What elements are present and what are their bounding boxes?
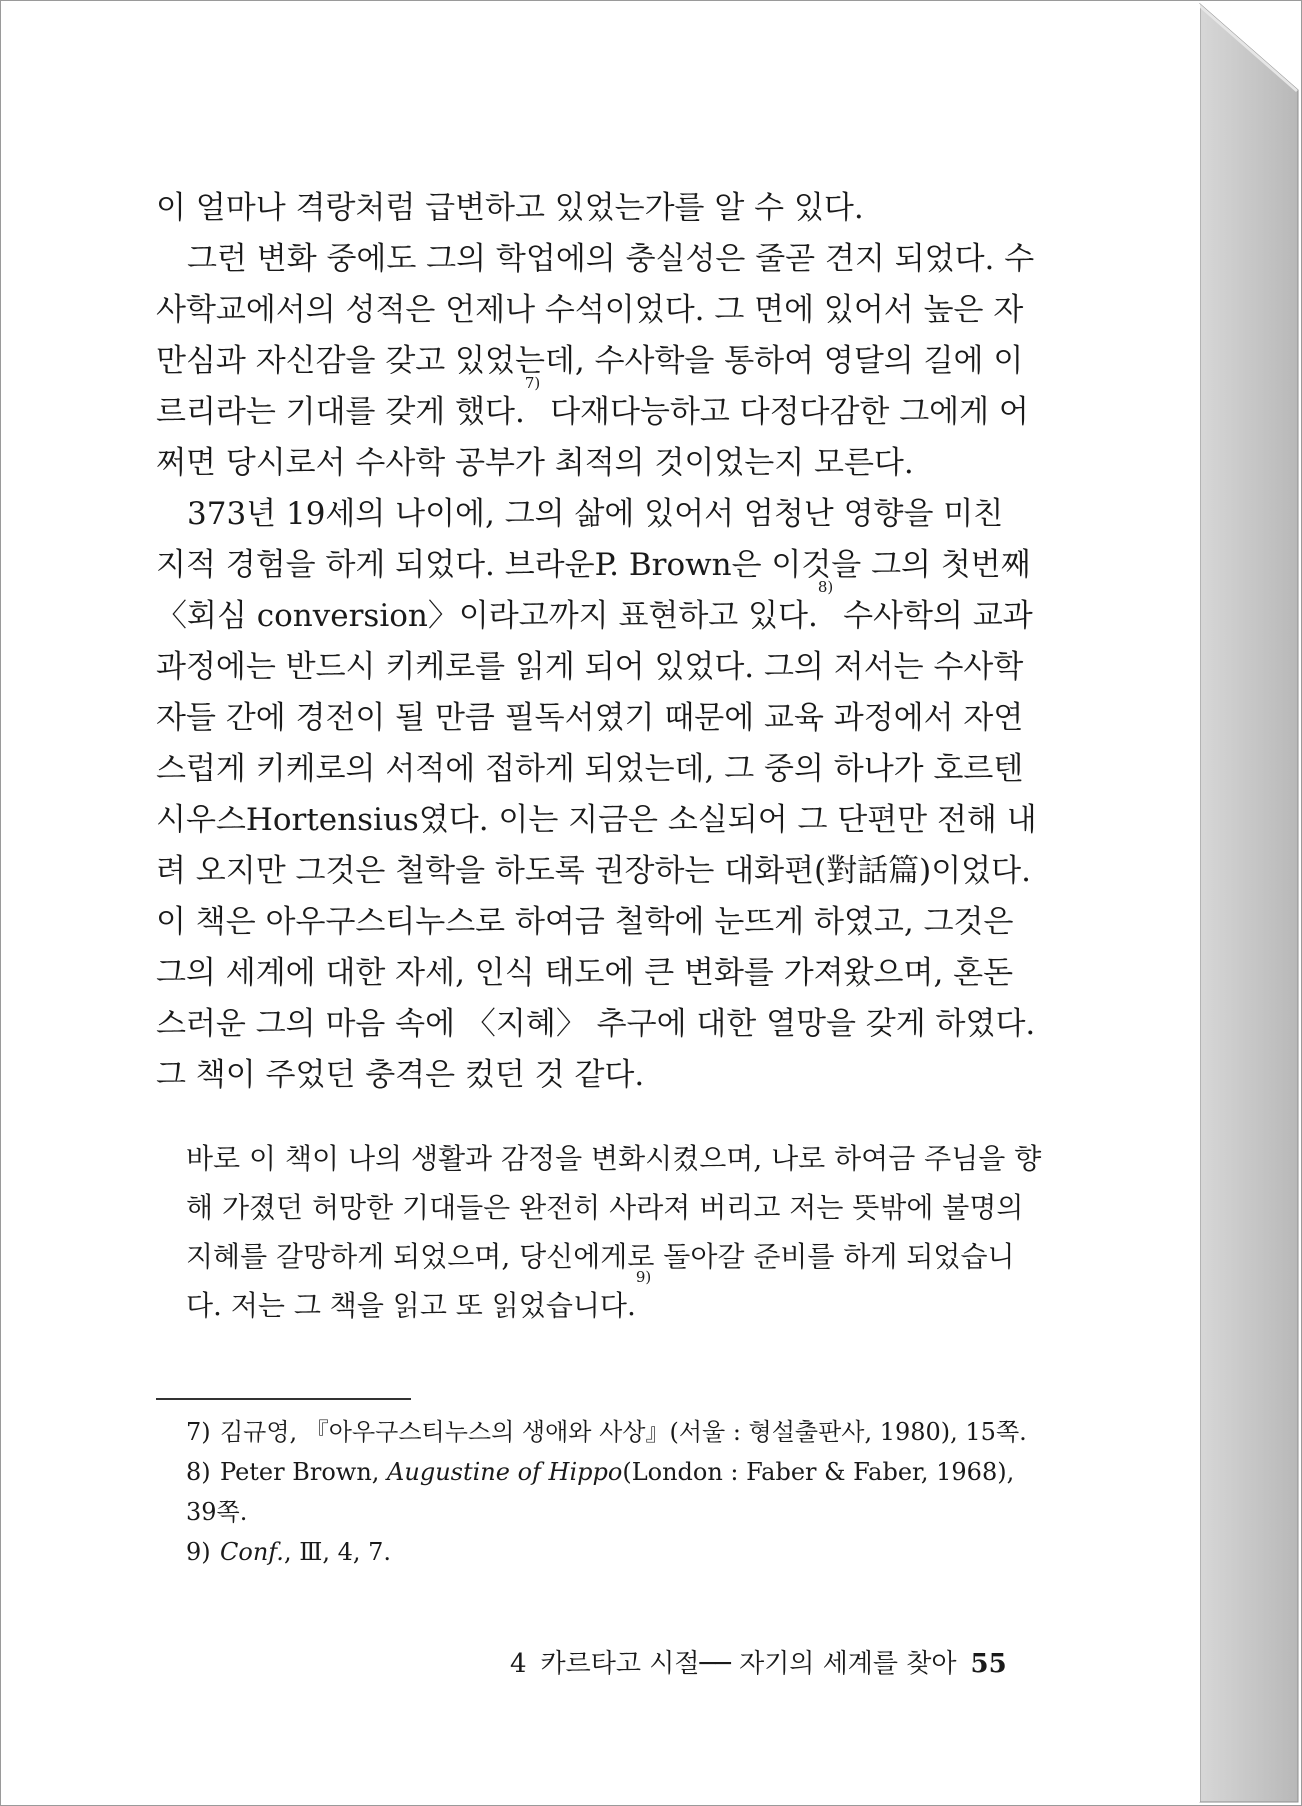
chapter-number: 4 (510, 1649, 527, 1679)
footnote-ref-7: 7) (524, 374, 541, 392)
footnote-8: 8) Peter Brown, Augustine of Hippo(London : Faber & Faber, 1968), 39쪽. (186, 1458, 1015, 1526)
footnote-7: 7) 김규영, 『아우구스티누스의 생애와 사상』(서울 : 형설출판사, 1980), 15쪽. (186, 1418, 1027, 1446)
running-footer (510, 1644, 1042, 1684)
block-quote: 바로 이 책이 나의 생활과 감정을 변화시켰으며, 나로 하여금 주님을 향해 가졌던 허망한 기대들은 완전히 사라져 버리고 저는 뜻밖에 불명의 지혜를 갈망하게 되었으며, 당신에게로 돌아갈 준비를 하게 되었습니다. 저는 그 책을 읽고 또 읽었습니다.$^{9)}$ (186, 1142, 1042, 1322)
chapter-title: 카르타고 시절── 자기의 세계를 찾아 (540, 1649, 957, 1679)
footnote-ref-9: 9) (635, 1268, 652, 1286)
paragraph-2: 그런 변화 중에도 그의 학업에의 충실성은 줄곧 견지 되었다. 수사학교에서의 성적은 언제나 수석이었다. 그 면에 있어서 높은 자만심과 자신감을 갖고 있었는데, 수사학을 통하여 영달의 길에 이르리라는 기대를 갖게 했다.$^{7)}$ 다재다능하고 다정다감한 그에게 어쩌면 당시로서 수사학 공부가 최적의 것이었는지 모른다. (156, 241, 1035, 481)
paragraph-1: 이 얼마나 격랑처럼 급변하고 있었는가를 알 수 있다. (156, 190, 864, 226)
paragraph-3: 373년 19세의 나이에, 그의 삶에 있어서 엄청난 영향을 미친 지적 경험을 하게 되었다. 브라운P. Brown은 이것을 그의 첫번째 〈회심 conversion〉이라고까지 표현하고 있다.$^{8)}$ 수사학의 교과 과정에는 반드시 키케로를 읽게 되어 있었다. 그의 저서는 수사학자들 간에 경전이 될 만큼 필독서였기 때문에 교육 과정에서 자연스럽게 키케로의 서적에 접하게 되었는데, 그 중의 하나가 호르텐시우스Hortensius였다. 이는 지금은 소실되어 그 단편만 전해 내려 오지만 그것은 철학을 하도록 권장하는 대화편(對話篇)이었다. 이 책은 아우구스티누스로 하여금 철학에 눈뜨게 하였고, 그것은 그의 세계에 대한 자세, 인식 태도에 큰 변화를 가져왔으며, 혼돈스러운 그의 마음 속에 〈지혜〉 추구에 대한 열망을 갖게 하였다. 그 책이 주었던 충격은 컸던 것 같다. (156, 496, 1037, 1093)
page-number: 55 (970, 1649, 1007, 1679)
footnote-divider (156, 1398, 411, 1400)
footnote-9: 9) Conf., Ⅲ, 4, 7. (186, 1538, 392, 1566)
footnote-ref-8: 8) (817, 578, 834, 596)
